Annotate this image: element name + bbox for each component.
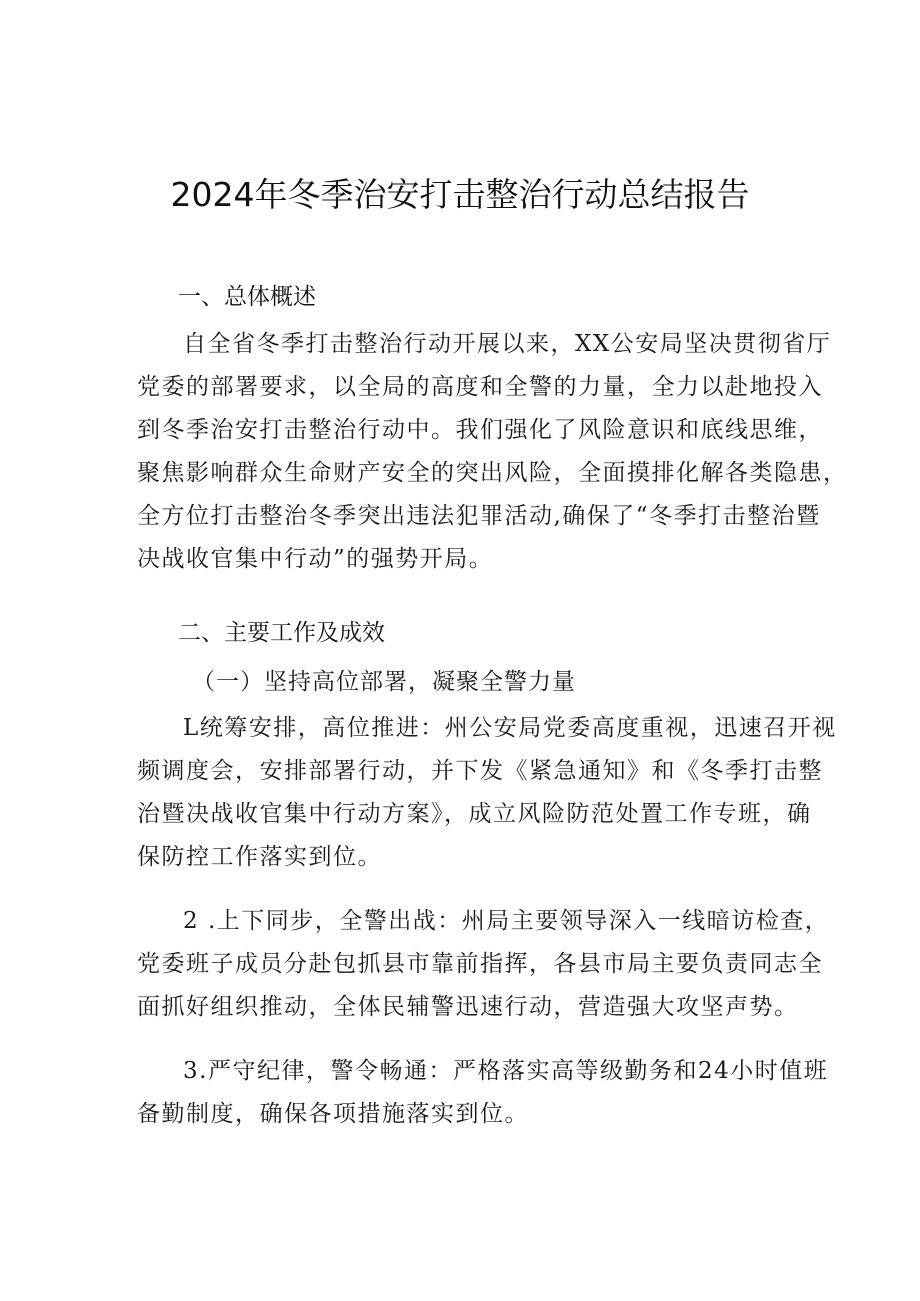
item-1-paragraph [137, 707, 837, 879]
paragraph-line: 全方位打击整治冬季突出违法犯罪活动,确保了“冬季打击整治暨 [137, 503, 821, 529]
overview-paragraph [137, 323, 848, 581]
document-title: 2024年冬季治安打击整治行动总结报告 [170, 175, 750, 214]
paragraph-line: 频调度会，安排部署行动，并下发《紧急通知》和《冬季打击整 [137, 758, 823, 784]
paragraph-line: 党委班子成员分赴包抓县市靠前指挥，各县市局主要负责同志全 [137, 951, 823, 977]
item-3-paragraph [137, 1050, 829, 1136]
paragraph-line: 聚焦影响群众生命财产安全的突出风险，全面摸排化解各类隐患， [137, 460, 848, 486]
section-heading-overview: 一、总体概述 [178, 284, 316, 310]
paragraph-line: 2 .上下同步，全警出战：州局主要领导深入一线暗访检查， [183, 908, 830, 934]
paragraph-line: 治暨决战收官集中行动方案》，成立风险防范处置工作专班，确 [137, 801, 812, 827]
paragraph-line: 备勤制度，确保各项措施落实到位。 [137, 1101, 529, 1127]
paragraph-line: 党委的部署要求，以全局的高度和全警的力量，全力以赴地投入 [137, 374, 823, 400]
paragraph-line: 3.严守纪律，警令畅通：严格落实高等级勤务和24小时值班 [183, 1058, 829, 1084]
paragraph-line: 到冬季治安打击整治行动中。我们强化了风险意识和底线思维， [137, 417, 823, 443]
item-2-paragraph [137, 900, 830, 1029]
paragraph-line: 自全省冬季打击整治行动开展以来，XX公安局坚决贯彻省厅 [183, 331, 832, 357]
paragraph-line: 决战收官集中行动”的强势开局。 [137, 546, 494, 572]
paragraph-line: 面抓好组织推动，全体民辅警迅速行动，营造强大攻坚声势。 [137, 994, 799, 1020]
section-heading-main-work: 二、主要工作及成效 [178, 620, 385, 646]
paragraph-line: 保防控工作落实到位。 [137, 844, 382, 870]
subsection-heading: （一）坚持高位部署，凝聚全警力量 [192, 669, 576, 695]
paragraph-line: L统筹安排，高位推进：州公安局党委高度重视，迅速召开视 [183, 715, 837, 741]
